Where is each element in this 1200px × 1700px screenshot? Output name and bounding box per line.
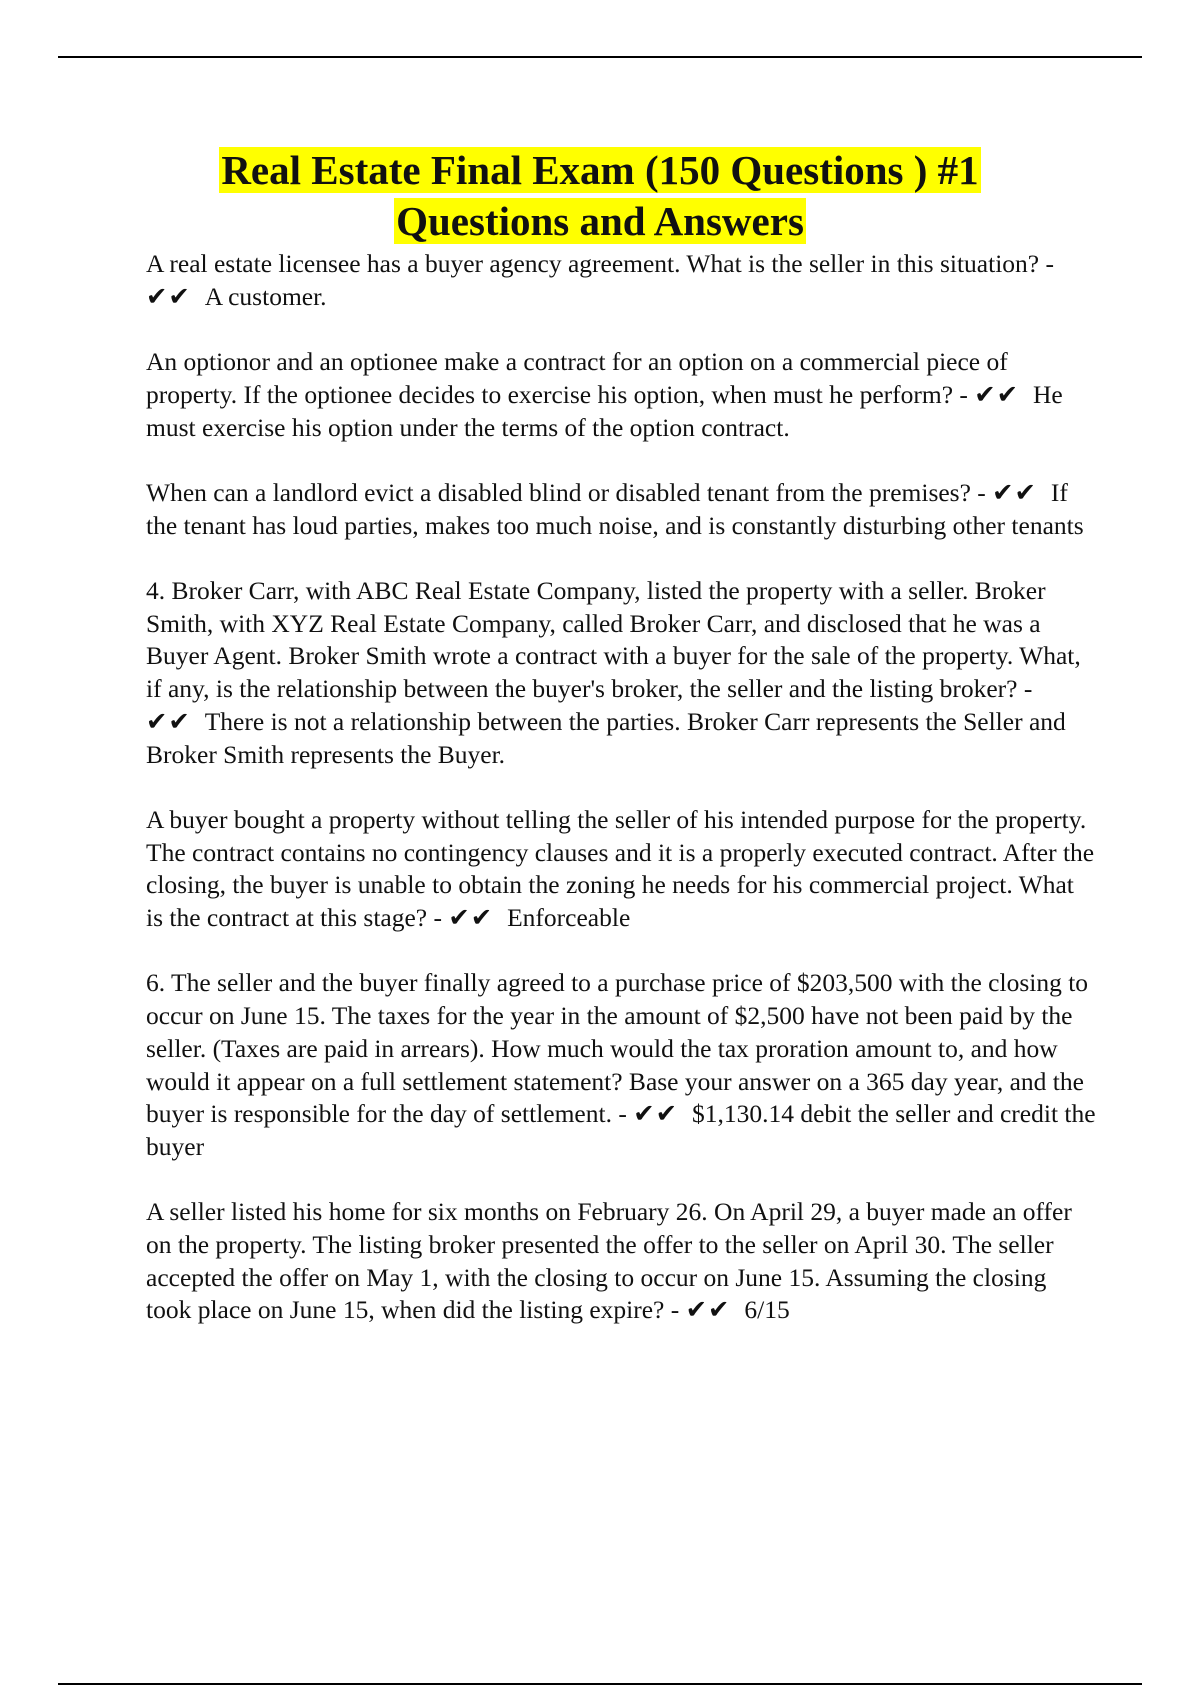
title-line-2: Questions and Answers xyxy=(396,198,804,244)
qa-item-2 xyxy=(146,346,1096,444)
qa-item-7 xyxy=(146,1196,1096,1327)
check-icon: ✔✔ xyxy=(633,1099,678,1129)
question-text: A buyer bought a property without telling the seller of his intended purpose for the property. The contract contains no contingency clauses and it is a properly executed contract. After the closing, the buyer is unable to obtain the zoning he needs for his commercial project. What is the contract at this stage? - xyxy=(146,804,1095,932)
answer-text: He must exercise his option under the terms of the option contract. xyxy=(146,379,1063,442)
question-text: An optionor and an optionee make a contract for an option on a commercial piece of property. If the optionee decides to exercise his option, when must he perform? - xyxy=(146,347,1008,409)
answer-text: A customer. xyxy=(204,281,327,311)
check-icon: ✔✔ xyxy=(146,706,191,736)
question-text: A real estate licensee has a buyer agency agreement. What is the seller in this situation? - xyxy=(146,249,1054,278)
qa-item-5 xyxy=(146,804,1096,935)
qa-item-6 xyxy=(146,967,1096,1163)
qa-item-1 xyxy=(146,248,1096,313)
check-icon: ✔✔ xyxy=(146,281,191,311)
bottom-rule xyxy=(58,1683,1142,1685)
answer-text: Enforceable xyxy=(507,903,631,932)
answer-text: There is not a relationship between the parties. Broker Carr represents the Seller and Broker Smith represents the Buyer. xyxy=(146,706,1066,769)
question-text: A seller listed his home for six months on February 26. On April 29, a buyer made an offer on the property. The listing broker presented the offer to the seller on April 30. The seller accepted the offer on May 1, with the closing to occur on June 15. Assuming the closing took place on June 15, when did the listing expire? - xyxy=(146,1197,1072,1325)
qa-list xyxy=(146,248,1096,1360)
qa-item-4 xyxy=(146,575,1096,771)
question-text: 6. The seller and the buyer finally agreed to a purchase price of $203,500 with the closing to occur on June 15. The taxes for the year in the amount of $2,500 have not been paid by the seller. (Taxes are paid in arrears). How much would the tax proration amount to, and how would it appear on a full settlement statement? Base your answer on a 365 day year, and the buyer is responsible for the day of settlement. - xyxy=(146,968,1089,1129)
check-icon: ✔✔ xyxy=(685,1295,731,1325)
document-title xyxy=(100,145,1100,247)
check-icon: ✔✔ xyxy=(974,379,1019,409)
answer-text: 6/15 xyxy=(744,1295,790,1325)
check-icon: ✔✔ xyxy=(448,903,494,932)
qa-item-3 xyxy=(146,477,1096,542)
answer-text: If the tenant has loud parties, makes too much noise, and is constantly disturbing other tenants xyxy=(146,477,1084,540)
title-line-1: Real Estate Final Exam (150 Questions ) #1 xyxy=(221,147,979,193)
answer-text: $1,130.14 debit the seller and credit the buyer xyxy=(146,1099,1096,1161)
question-text: 4. Broker Carr, with ABC Real Estate Company, listed the property with a seller. Broker Smith, with XYZ Real Estate Company, called Broker Carr, and disclosed that he was a Buyer Agent. Broker Smith wrote a contract with a buyer for the sale of the property. What, if any, is the relationship between the buyer's broker, the seller and the listing broker? - xyxy=(146,575,1081,704)
question-text: When can a landlord evict a disabled blind or disabled tenant from the premises? - xyxy=(146,477,986,507)
top-rule xyxy=(58,56,1142,58)
check-icon: ✔✔ xyxy=(992,477,1037,507)
